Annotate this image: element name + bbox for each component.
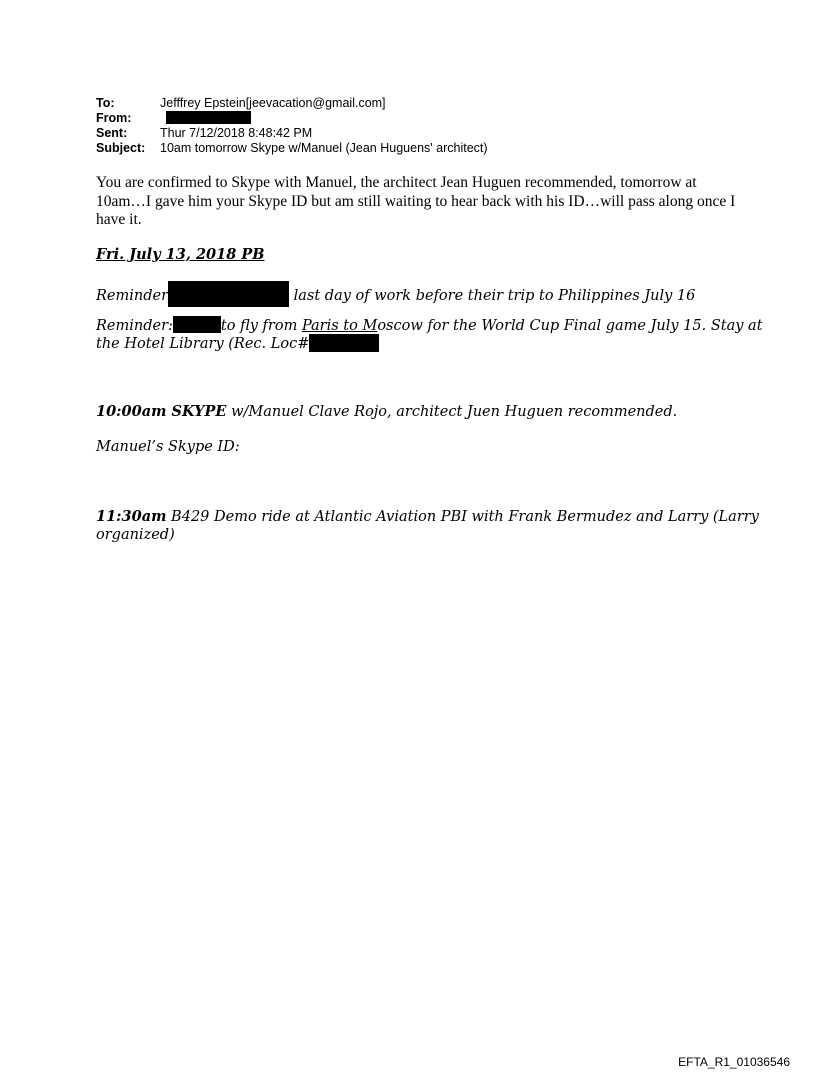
- schedule-entry-2b: [96, 526, 736, 545]
- email-body: [96, 174, 736, 230]
- schedule-entry-2: [96, 508, 759, 527]
- skype-id-line: [96, 438, 736, 457]
- schedule-entry-1: [96, 403, 736, 422]
- subject-row: [96, 141, 488, 156]
- subject-label: Subject:: [96, 141, 146, 155]
- email-header: [96, 96, 488, 156]
- reminder-line-2b: [96, 334, 736, 354]
- redaction-block: [166, 111, 251, 124]
- reminder2-line2: the Hotel Library (Rec. Loc#: [96, 336, 310, 352]
- entry2-time: 11:30am: [96, 508, 167, 525]
- from-label: From:: [96, 111, 132, 125]
- entry2-line2: organized): [96, 527, 175, 543]
- sent-row: [96, 126, 488, 141]
- skype-id-label: Manuel’s Skype ID:: [96, 439, 240, 455]
- reminder-line-1: [96, 281, 736, 307]
- redaction-block: [168, 281, 289, 307]
- reminder1-prefix: Reminder: [96, 288, 169, 304]
- document-id: EFTA_R1_01036546: [678, 1055, 790, 1069]
- to-value: Jefffrey Epstein[jeevacation@gmail.com]: [160, 96, 386, 110]
- to-row: [96, 96, 488, 111]
- intro-paragraph: You are confirmed to Skype with Manuel, the architect Jean Huguen recommended, tomorrow at 10am…I gave him your Skype ID but am still waiting to hear back with his ID…will pass along once I have it.: [96, 174, 736, 228]
- reminder2-mid: to fly from: [220, 318, 302, 334]
- redaction-block: [309, 334, 379, 352]
- entry2-text: B429 Demo ride at Atlantic Aviation PBI with Frank Bermudez and Larry (Larry: [166, 509, 759, 525]
- from-row: [96, 111, 488, 126]
- sent-value: Thur 7/12/2018 8:48:42 PM: [160, 126, 313, 140]
- to-label: To:: [96, 96, 115, 110]
- schedule-date-heading: Fri. July 13, 2018 PB: [96, 246, 265, 263]
- sent-label: Sent:: [96, 126, 128, 140]
- redaction-block: [173, 316, 221, 333]
- reminder2-prefix: Reminder:: [96, 318, 173, 334]
- entry1-text: w/Manuel Clave Rojo, architect Juen Huguen recommended.: [226, 404, 678, 420]
- subject-value: 10am tomorrow Skype w/Manuel (Jean Huguens' architect): [160, 141, 488, 155]
- reminder1-suffix: last day of work before their trip to Philippines July 16: [293, 288, 696, 304]
- reminder2-rest: oscow for the World Cup Final game July 15. Stay at: [377, 318, 763, 334]
- entry1-time: 10:00am SKYPE: [96, 403, 227, 420]
- reminder2-paris: Paris to M: [301, 318, 378, 334]
- reminder-line-2: [96, 316, 763, 336]
